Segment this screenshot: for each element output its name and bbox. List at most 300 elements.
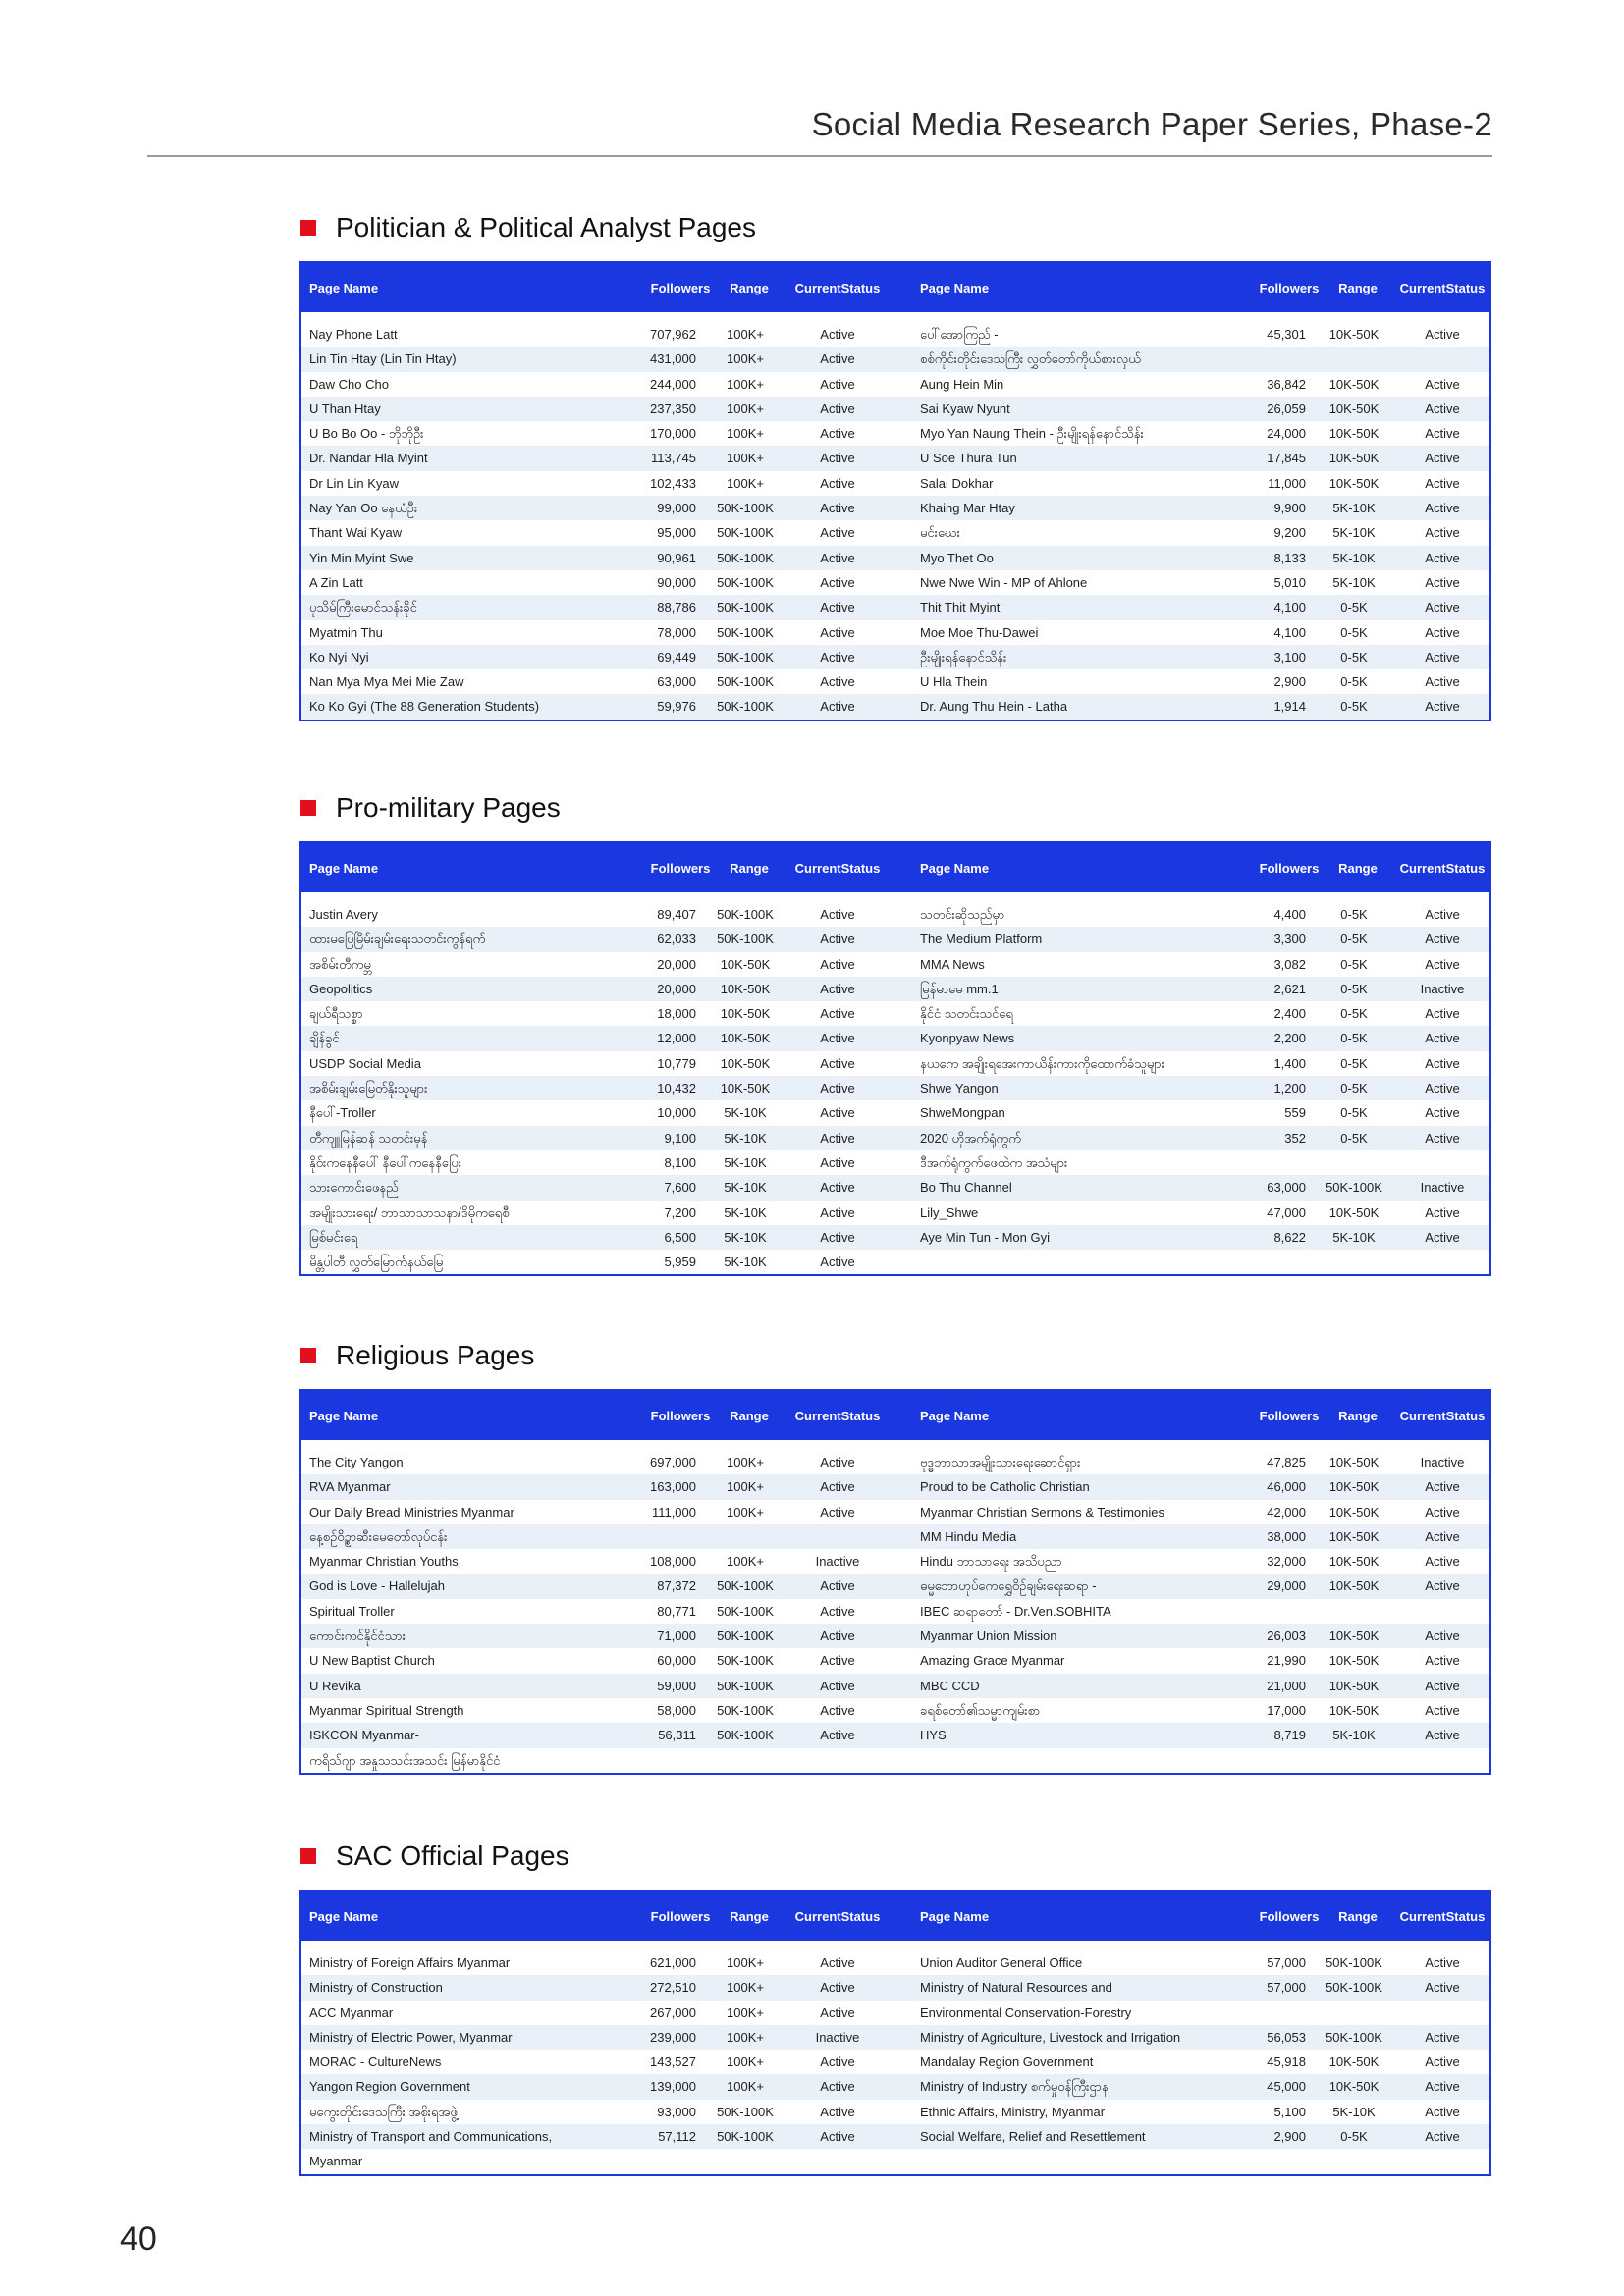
cell-status — [1397, 1150, 1488, 1175]
cell-range: 100K+ — [727, 2079, 764, 2095]
cell-followers: 21,000 — [1267, 1678, 1306, 1693]
cell-status: Active — [1425, 1006, 1460, 1022]
cell-status: Active — [820, 981, 855, 996]
col-header-page-name: Page Name — [920, 1408, 990, 1423]
table-politician-political-analyst-pages — [299, 261, 1491, 721]
cell-status: Active — [820, 1455, 855, 1469]
cell-range: 5K-10K — [1332, 550, 1376, 565]
cell-page-name: Ko Ko Gyi (The 88 Generation Students) — [309, 699, 540, 715]
cell-page-name: Thit Thit Myint — [920, 600, 1001, 615]
col-header-range: Range — [1338, 280, 1378, 295]
cell-status: Active — [1425, 1728, 1460, 1743]
cell-page-name: Nay Phone Latt — [309, 327, 398, 342]
cell-page-name: Dr. Nandar Hla Myint — [309, 451, 428, 466]
cell-range: 50K-100K — [717, 1678, 774, 1693]
cell-status: Active — [820, 932, 855, 947]
cell-followers — [1087, 2001, 1306, 2025]
cell-followers: 139,000 — [650, 2079, 696, 2095]
cell-status: Active — [1425, 1653, 1460, 1669]
cell-page-name: မကွေးတိုင်းဒေသကြီး အစိုးရအဖွဲ့ — [309, 2104, 458, 2119]
cell-status: Active — [820, 550, 855, 565]
cell-status: Active — [820, 1180, 855, 1196]
section-title-text: SAC Official Pages — [336, 1841, 569, 1871]
cell-page-name: နေ့စဉ်ဝိဥ္စာဆီးမေတော်လုပ်ငန်း — [309, 1528, 448, 1544]
cell-followers: 78,000 — [657, 624, 696, 640]
red-square-bullet-icon — [300, 800, 316, 816]
cell-page-name: Yangon Region Government — [309, 2079, 470, 2095]
cell-followers: 9,900 — [1273, 501, 1306, 516]
cell-status: Active — [820, 475, 855, 491]
cell-page-name: Daw Cho Cho — [309, 376, 389, 392]
cell-followers — [1087, 347, 1306, 371]
cell-range: 100K+ — [727, 1955, 764, 1970]
cell-page-name: Myanmar Christian Sermons & Testimonies — [920, 1504, 1165, 1520]
section-title-pro-military-pages — [300, 788, 561, 828]
cell-followers — [478, 1748, 696, 1773]
cell-followers: 4,400 — [1273, 907, 1306, 922]
cell-page-name: ဒီအက်ရုံကွက်ဖေထဲက အသံများ — [920, 1154, 1068, 1170]
cell-followers: 26,059 — [1267, 400, 1306, 416]
cell-status: Active — [820, 674, 855, 690]
cell-range: 5K-10K — [724, 1255, 767, 1270]
cell-followers: 12,000 — [657, 1031, 696, 1046]
cell-range: 10K-50K — [1328, 1578, 1380, 1594]
cell-status: Active — [1425, 2079, 1460, 2095]
cell-page-name: U Soe Thura Tun — [920, 451, 1017, 466]
cell-followers: 95,000 — [657, 525, 696, 541]
cell-status: Active — [820, 1204, 855, 1220]
table-row — [301, 1648, 1489, 1673]
cell-followers: 58,000 — [657, 1702, 696, 1718]
cell-status: Active — [1425, 475, 1460, 491]
cell-status: Active — [1425, 699, 1460, 715]
cell-followers: 10,779 — [657, 1055, 696, 1071]
col-header-page-name: Page Name — [309, 280, 379, 295]
table-row — [301, 595, 1489, 619]
table-row — [301, 1624, 1489, 1648]
cell-status: Active — [1425, 1055, 1460, 1071]
cell-page-name: Yin Min Myint Swe — [309, 550, 414, 565]
col-header-page-name: Page Name — [309, 860, 379, 876]
cell-followers: 1,200 — [1273, 1081, 1306, 1096]
cell-page-name: Myatmin Thu — [309, 624, 383, 640]
table-row — [301, 620, 1489, 645]
cell-range: 100K+ — [727, 1980, 764, 1996]
cell-range: 10K-50K — [1328, 1528, 1380, 1544]
cell-followers: 26,003 — [1267, 1629, 1306, 1644]
cell-page-name: The Medium Platform — [920, 932, 1043, 947]
table-row — [301, 952, 1489, 977]
cell-range: 10K-50K — [1328, 1629, 1380, 1644]
cell-followers: 89,407 — [657, 907, 696, 922]
cell-range: 0-5K — [1340, 1006, 1368, 1022]
cell-range: 10K-50K — [1328, 1479, 1380, 1495]
cell-status: Active — [1425, 501, 1460, 516]
cell-page-name: God is Love - Hallelujah — [309, 1578, 446, 1594]
cell-range: 5K-10K — [724, 1154, 767, 1170]
cell-followers: 63,000 — [657, 674, 696, 690]
cell-page-name: Moe Moe Thu-Dawei — [920, 624, 1039, 640]
cell-range: 10K-50K — [720, 1081, 771, 1096]
cell-followers: 47,000 — [1267, 1204, 1306, 1220]
col-header-followers: Followers — [650, 280, 711, 295]
cell-followers: 2,400 — [1273, 1006, 1306, 1022]
cell-range: 10K-50K — [1328, 475, 1380, 491]
cell-followers: 45,918 — [1267, 2055, 1306, 2070]
cell-page-name: အစိမ်းတီကမ္ဘ — [309, 956, 371, 972]
cell-status: Active — [820, 1955, 855, 1970]
cell-status — [788, 2149, 887, 2173]
cell-range: 50K-100K — [1326, 1955, 1382, 1970]
cell-page-name: Myanmar — [309, 2154, 363, 2169]
cell-page-name: Union Auditor General Office — [920, 1955, 1083, 1970]
cell-status: Inactive — [815, 1554, 860, 1570]
col-header-followers: Followers — [650, 1408, 711, 1423]
cell-page-name: Myo Yan Naung Thein - ဦးမျိုးရန်နောင်သိန်း — [920, 426, 1144, 442]
col-header-status: Current Status — [1399, 1908, 1486, 1924]
cell-range: 10K-50K — [1328, 1678, 1380, 1693]
cell-range — [1315, 347, 1393, 371]
cell-status — [788, 1748, 887, 1773]
cell-range: 0-5K — [1340, 981, 1368, 996]
cell-page-name: U Than Htay — [309, 400, 381, 416]
table-row — [301, 1250, 1489, 1274]
cell-range: 0-5K — [1340, 1031, 1368, 1046]
cell-followers: 170,000 — [650, 426, 696, 442]
cell-followers: 7,600 — [664, 1180, 696, 1196]
cell-status: Active — [820, 1105, 855, 1121]
cell-page-name: ခရစ်တော်၏သမ္မာကျမ်းစာ — [920, 1702, 1041, 1718]
cell-range: 10K-50K — [1328, 1702, 1380, 1718]
cell-status: Active — [1425, 1105, 1460, 1121]
cell-status: Active — [1425, 2104, 1460, 2119]
cell-page-name: Ministry of Agriculture, Livestock and Irrigation — [920, 2029, 1181, 2045]
col-header-followers: Followers — [1259, 280, 1320, 295]
cell-range — [1315, 2149, 1393, 2173]
cell-page-name: Shwe Yangon — [920, 1081, 999, 1096]
cell-status: Active — [820, 1603, 855, 1619]
cell-followers: 621,000 — [650, 1955, 696, 1970]
cell-range: 0-5K — [1340, 1105, 1368, 1121]
cell-page-name: ACC Myanmar — [309, 2004, 394, 2020]
table-row — [301, 2124, 1489, 2149]
cell-status — [1397, 1250, 1488, 1274]
cell-page-name: MM Hindu Media — [920, 1528, 1017, 1544]
cell-followers: 1,914 — [1273, 699, 1306, 715]
cell-range: 10K-50K — [1328, 1204, 1380, 1220]
cell-followers: 21,990 — [1267, 1653, 1306, 1669]
cell-status: Active — [820, 600, 855, 615]
cell-page-name: MORAC - CultureNews — [309, 2055, 442, 2070]
cell-followers: 143,527 — [650, 2055, 696, 2070]
cell-range: 100K+ — [727, 1554, 764, 1570]
cell-followers: 5,100 — [1273, 2104, 1306, 2119]
cell-page-name: Ministry of Electric Power, Myanmar — [309, 2029, 513, 2045]
cell-range: 10K-50K — [720, 981, 771, 996]
cell-range: 50K-100K — [717, 1653, 774, 1669]
cell-followers: 29,000 — [1267, 1578, 1306, 1594]
cell-followers: 45,000 — [1267, 2079, 1306, 2095]
table-row — [301, 2001, 1489, 2025]
cell-followers — [1087, 1599, 1306, 1624]
cell-page-name: ချယ်ရီသစ္စာ — [309, 1006, 363, 1022]
cell-followers: 1,400 — [1273, 1055, 1306, 1071]
cell-page-name: Khaing Mar Htay — [920, 501, 1015, 516]
table-row — [301, 1051, 1489, 1076]
cell-range: 50K-100K — [717, 501, 774, 516]
col-header-range: Range — [730, 1408, 769, 1423]
cell-followers: 24,000 — [1267, 426, 1306, 442]
cell-range: 5K-10K — [1332, 1229, 1376, 1245]
table-row — [301, 902, 1489, 927]
cell-status: Active — [1425, 376, 1460, 392]
cell-range: 5K-10K — [1332, 574, 1376, 590]
cell-status: Active — [820, 1081, 855, 1096]
cell-status: Active — [820, 2104, 855, 2119]
cell-status: Active — [1425, 932, 1460, 947]
section-title-text: Pro-military Pages — [336, 792, 561, 823]
cell-page-name: Aung Hein Min — [920, 376, 1004, 392]
cell-range — [1315, 1599, 1393, 1624]
page-header-title: Social Media Research Paper Series, Phase-2 — [811, 106, 1492, 142]
cell-followers: 2,621 — [1273, 981, 1306, 996]
cell-page-name: U Bo Bo Oo - ဘိုဘိုဦး — [309, 426, 424, 442]
cell-status: Inactive — [815, 2029, 860, 2045]
cell-range: 50K-100K — [717, 699, 774, 715]
col-header-range: Range — [1338, 860, 1378, 876]
cell-page-name: Bo Thu Channel — [920, 1180, 1012, 1196]
cell-range: 100K+ — [727, 1479, 764, 1495]
cell-status: Active — [820, 2079, 855, 2095]
cell-status: Active — [1425, 1081, 1460, 1096]
table-row — [301, 1549, 1489, 1574]
cell-page-name: Justin Avery — [309, 907, 378, 922]
table-row — [301, 1975, 1489, 2000]
cell-followers: 559 — [1284, 1105, 1306, 1121]
table-row — [301, 520, 1489, 545]
cell-followers: 9,100 — [664, 1130, 696, 1146]
cell-range — [706, 1748, 785, 1773]
cell-status: Active — [820, 1980, 855, 1996]
cell-followers: 707,962 — [650, 327, 696, 342]
cell-followers: 3,300 — [1273, 932, 1306, 947]
cell-range: 10K-50K — [1328, 426, 1380, 442]
cell-range: 10K-50K — [720, 1031, 771, 1046]
cell-status: Active — [1425, 1229, 1460, 1245]
cell-followers: 17,845 — [1267, 451, 1306, 466]
cell-status — [1397, 1599, 1488, 1624]
col-header-followers: Followers — [1259, 860, 1320, 876]
cell-page-name: Myanmar Spiritual Strength — [309, 1702, 464, 1718]
cell-followers: 99,000 — [657, 501, 696, 516]
cell-page-name: Environmental Conservation-Forestry — [920, 2004, 1132, 2020]
cell-page-name: သတင်းဆိုသည်မှာ — [920, 907, 1005, 922]
cell-status — [788, 1524, 887, 1549]
cell-status: Active — [1425, 1702, 1460, 1718]
cell-page-name: MMA News — [920, 956, 985, 972]
cell-range: 5K-10K — [724, 1105, 767, 1121]
cell-range: 50K-100K — [717, 1578, 774, 1594]
cell-page-name: Ethnic Affairs, Ministry, Myanmar — [920, 2104, 1106, 2119]
cell-followers: 4,100 — [1273, 624, 1306, 640]
cell-range: 0-5K — [1340, 1055, 1368, 1071]
cell-page-name: နိုဝ်းကနေနီပေါ် နီပေါ်ကနေနီပြေး — [309, 1154, 462, 1170]
cell-range: 100K+ — [727, 400, 764, 416]
cell-followers: 71,000 — [657, 1629, 696, 1644]
cell-page-name: Ministry of Natural Resources and — [920, 1980, 1112, 1996]
cell-status: Active — [820, 1006, 855, 1022]
cell-status: Active — [820, 400, 855, 416]
cell-status: Active — [820, 1653, 855, 1669]
cell-followers: 45,301 — [1267, 327, 1306, 342]
cell-followers — [1087, 2149, 1306, 2173]
table-row — [301, 446, 1489, 470]
table-row — [301, 1126, 1489, 1150]
cell-followers: 3,082 — [1273, 956, 1306, 972]
cell-range: 0-5K — [1340, 2129, 1368, 2145]
cell-range: 5K-10K — [724, 1204, 767, 1220]
cell-page-name: ဦးမျိုးရန်နောင်သိန်း — [920, 649, 1007, 665]
cell-range: 50K-100K — [717, 2104, 774, 2119]
cell-status: Active — [820, 1504, 855, 1520]
cell-status: Active — [820, 907, 855, 922]
cell-page-name: နယကေ အချိုးရအေးကာယိန်းကားကိုထောက်ခံသူများ — [920, 1055, 1164, 1071]
red-square-bullet-icon — [300, 220, 316, 236]
cell-status — [1397, 2001, 1488, 2025]
table-row — [301, 496, 1489, 520]
table-header — [301, 263, 1489, 312]
col-header-status: Current Status — [1399, 280, 1486, 295]
cell-page-name: Ministry of Foreign Affairs Myanmar — [309, 1955, 511, 1970]
table-row — [301, 1175, 1489, 1200]
cell-followers: 102,433 — [650, 475, 696, 491]
table-row — [301, 397, 1489, 421]
table-row — [301, 669, 1489, 694]
cell-page-name: ကောင်းကင်နိုင်ငံသား — [309, 1629, 406, 1644]
table-row — [301, 2025, 1489, 2050]
cell-page-name: Ministry of Industry စက်မှုဝန်ကြီးဌာန — [920, 2079, 1109, 2095]
cell-status: Active — [820, 2004, 855, 2020]
cell-followers: 9,200 — [1273, 525, 1306, 541]
cell-range: 10K-50K — [720, 956, 771, 972]
cell-status: Active — [820, 1702, 855, 1718]
cell-page-name: USDP Social Media — [309, 1055, 421, 1071]
col-header-page-name: Page Name — [920, 860, 990, 876]
cell-status: Active — [1425, 1980, 1460, 1996]
cell-status: Active — [1425, 1678, 1460, 1693]
cell-status: Inactive — [1420, 1455, 1465, 1469]
cell-range — [1315, 1748, 1393, 1773]
cell-page-name: ပုသိမ်ကြီးမောင်သန်းခိုင် — [309, 600, 417, 615]
cell-page-name: ချိန်ခွင် — [309, 1031, 340, 1046]
cell-followers: 697,000 — [650, 1455, 696, 1469]
cell-status: Active — [820, 1055, 855, 1071]
cell-range: 100K+ — [727, 475, 764, 491]
cell-page-name: U Revika — [309, 1678, 361, 1693]
table-row — [301, 1001, 1489, 1026]
cell-page-name: မြန်မာမေ mm.1 — [920, 981, 999, 996]
cell-range: 100K+ — [727, 376, 764, 392]
section-title-politician-political-analyst-pages — [300, 208, 756, 247]
cell-range: 100K+ — [727, 2055, 764, 2070]
cell-followers: 57,000 — [1267, 1955, 1306, 1970]
table-sac-official-pages — [299, 1890, 1491, 2176]
cell-status: Active — [1425, 1031, 1460, 1046]
table-row — [301, 372, 1489, 397]
cell-page-name: Ministry of Transport and Communications, — [309, 2129, 553, 2145]
table-row — [301, 927, 1489, 951]
cell-status: Active — [820, 649, 855, 665]
cell-range: 10K-50K — [1328, 2055, 1380, 2070]
col-header-range: Range — [730, 860, 769, 876]
cell-status: Active — [820, 1130, 855, 1146]
cell-range: 100K+ — [727, 2004, 764, 2020]
cell-range: 50K-100K — [717, 2129, 774, 2145]
cell-status — [1397, 2149, 1488, 2173]
table-row — [301, 2074, 1489, 2099]
cell-status: Active — [1425, 1204, 1460, 1220]
cell-status: Active — [1425, 624, 1460, 640]
cell-page-name: Myo Thet Oo — [920, 550, 994, 565]
cell-followers: 57,112 — [658, 2129, 696, 2145]
cell-status: Active — [1425, 907, 1460, 922]
table-row — [301, 1574, 1489, 1598]
cell-followers — [1087, 1150, 1306, 1175]
cell-followers: 113,745 — [650, 451, 696, 466]
cell-followers — [478, 1524, 696, 1549]
cell-range: 50K-100K — [717, 1629, 774, 1644]
cell-range — [1315, 2001, 1393, 2025]
cell-range: 100K+ — [727, 451, 764, 466]
cell-followers: 20,000 — [657, 981, 696, 996]
col-header-status: Current Status — [1399, 1408, 1486, 1423]
col-header-page-name: Page Name — [920, 1908, 990, 1924]
cell-page-name: Myanmar Christian Youths — [309, 1554, 459, 1570]
cell-followers: 272,510 — [650, 1980, 696, 1996]
table-row — [301, 2149, 1489, 2173]
cell-followers: 2,900 — [1273, 2129, 1306, 2145]
table-header — [301, 1892, 1489, 1941]
col-header-range: Range — [1338, 1408, 1378, 1423]
cell-page-name: Spiritual Troller — [309, 1603, 395, 1619]
cell-status: Active — [820, 1255, 855, 1270]
cell-page-name: Proud to be Catholic Christian — [920, 1479, 1090, 1495]
cell-followers: 60,000 — [657, 1653, 696, 1669]
cell-status — [1397, 347, 1488, 371]
cell-range: 100K+ — [727, 426, 764, 442]
cell-followers: 17,000 — [1267, 1702, 1306, 1718]
cell-followers: 36,842 — [1267, 376, 1306, 392]
table-row — [301, 1100, 1489, 1125]
table-row — [301, 471, 1489, 496]
section-title-text: Politician & Political Analyst Pages — [336, 212, 756, 242]
cell-page-name: ISKCON Myanmar- — [309, 1728, 419, 1743]
cell-status: Active — [820, 501, 855, 516]
col-header-page-name: Page Name — [309, 1908, 379, 1924]
cell-status: Active — [1425, 674, 1460, 690]
cell-status: Active — [1425, 550, 1460, 565]
cell-followers: 352 — [1284, 1130, 1306, 1146]
cell-range: 50K-100K — [717, 1702, 774, 1718]
col-header-status: Current Status — [1399, 860, 1486, 876]
col-header-followers: Followers — [1259, 1908, 1320, 1924]
cell-followers: 267,000 — [650, 2004, 696, 2020]
cell-range: 100K+ — [727, 1455, 764, 1469]
cell-page-name: နီပေါ်-Troller — [309, 1105, 376, 1121]
table-row — [301, 1026, 1489, 1050]
cell-followers: 90,000 — [657, 574, 696, 590]
cell-range — [706, 1524, 785, 1549]
